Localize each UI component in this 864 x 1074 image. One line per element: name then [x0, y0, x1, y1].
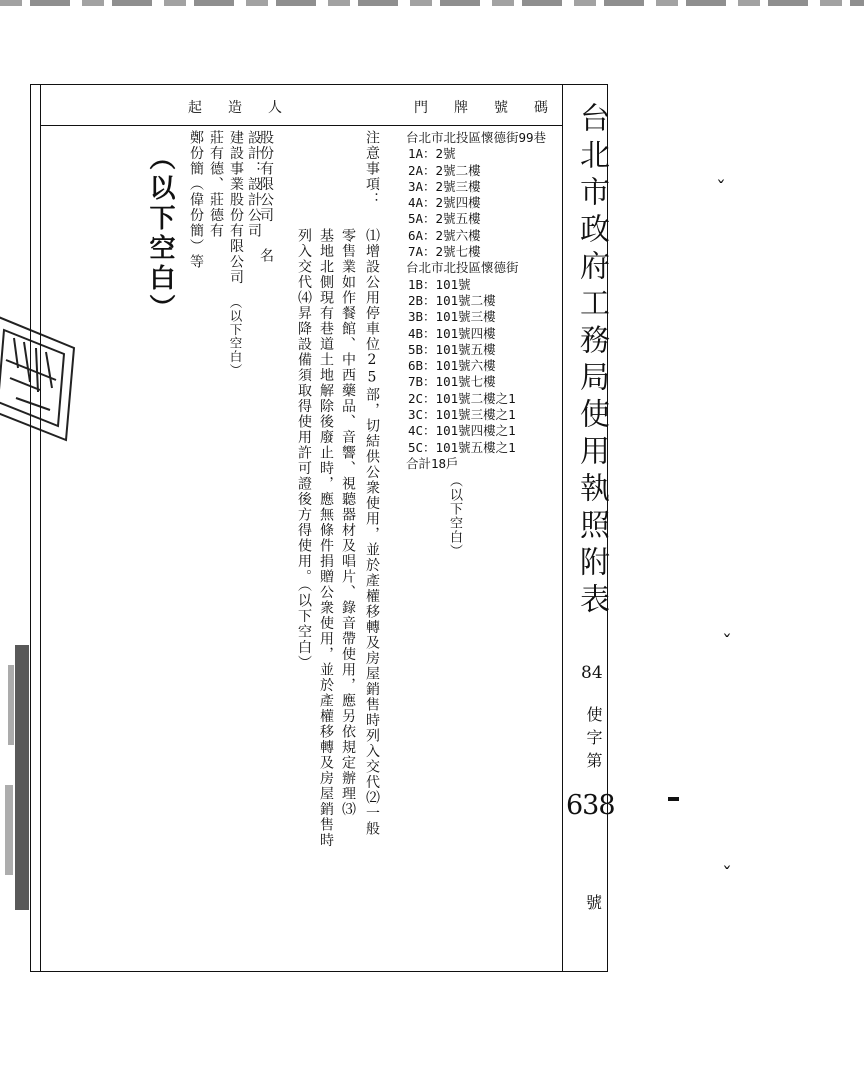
- address-row: 6B：101號六樓: [408, 358, 496, 374]
- address-row: 2B：101號二樓: [408, 292, 496, 308]
- license-year: 84: [581, 663, 603, 683]
- address-row: 3C：101號三樓之1: [408, 407, 516, 423]
- margin-mark: ˇ: [722, 630, 732, 654]
- address-list: [406, 130, 546, 472]
- address-row: 4B：101號四樓: [408, 325, 496, 341]
- address-row: 5B：101號五樓: [408, 341, 496, 357]
- street-name: 台北市北投區懷德街99巷: [406, 130, 547, 145]
- owner-names: 莊有德、莊德有: [208, 130, 224, 239]
- owner-names-extra: 鄭份簡（偉份簡）等: [188, 130, 204, 270]
- owner-name-label: 名: [258, 248, 274, 264]
- address-row: 7A：2號七樓: [408, 244, 481, 260]
- notes-column: ⑴增設公用停車位25部，切結供公衆使用，並於產權移轉及房屋銷售時列入交代⑵一般: [364, 228, 380, 837]
- table-blank-marker: （以下空白）: [145, 144, 175, 324]
- owner-designer: 設計：設計公司: [246, 130, 262, 239]
- street-name: 台北市北投區懷德街: [406, 260, 519, 276]
- column-header-owner: 起造人: [188, 100, 308, 116]
- address-blank-note: （以下空白）: [447, 474, 462, 558]
- address-row: 2A：2號二樓: [408, 162, 481, 178]
- notes-column: 列入交代⑷昇降設備須取得使用許可證後方得使用。（以下空白）: [296, 228, 312, 671]
- address-row: 5A：2號五樓: [408, 211, 481, 227]
- scan-top-edge: [0, 0, 864, 6]
- binding-edge-smudge: [5, 645, 31, 910]
- notes-column: 零售業如作餐館、中西藥品、音響、視聽器材及唱片、錄音帶使用，應另依規定辦理⑶: [340, 228, 356, 817]
- address-row: 3A：2號三樓: [408, 178, 481, 194]
- license-suffix: 號: [586, 893, 603, 912]
- license-prefix: 使字第: [584, 706, 603, 775]
- owner-blank-note: （以下空白）: [228, 296, 243, 377]
- address-row: 4C：101號四樓之1: [408, 423, 516, 439]
- column-header-door-number: 門牌號碼: [414, 100, 574, 116]
- address-row: 5C：101號五樓之1: [408, 439, 516, 455]
- address-row: 1A：2號: [408, 146, 456, 162]
- address-total: 合計18戶: [406, 455, 459, 471]
- margin-dash: [668, 797, 679, 801]
- owner-company: 股份有限公司: [258, 130, 274, 223]
- address-row: 4A：2號四樓: [408, 195, 481, 211]
- address-row: 7B：101號七樓: [408, 374, 496, 390]
- owner-builder: 建設事業股份有限公司: [228, 130, 244, 285]
- header-separator: [40, 125, 563, 126]
- address-row: 1B：101號: [408, 276, 471, 292]
- form-title: 台北市政府工務局使用執照附表: [574, 102, 609, 620]
- notes-heading: 注意事項：: [364, 130, 380, 208]
- address-row: 6A：2號六樓: [408, 227, 481, 243]
- address-row: 3B：101號三樓: [408, 309, 496, 325]
- margin-mark: ˇ: [716, 176, 726, 200]
- margin-mark: ˇ: [722, 862, 732, 886]
- address-row: 2C：101號二樓之1: [408, 390, 516, 406]
- license-number: 638: [566, 790, 615, 821]
- notes-column: 基地北側現有巷道土地解除後廢止時，應無條件捐贈公衆使用，並於產權移轉及房屋銷售時: [318, 228, 334, 848]
